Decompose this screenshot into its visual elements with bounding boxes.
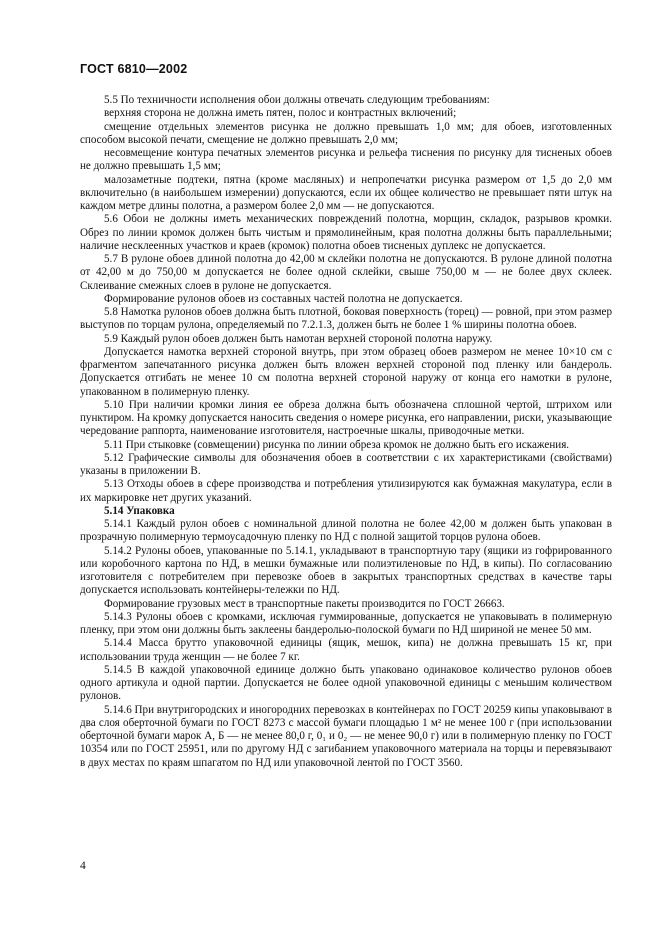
- paragraph: 5.14.5 В каждой упаковочной единице должно быть упаковано одинаковое количество рулонов обоев одного артикула и одной партии. Допускается не более одной упаковочной единицы с меньшим количеством рулонов.: [80, 663, 612, 703]
- paragraph: 5.7 В рулоне обоев длиной полотна до 42,00 м склейки полотна не допускаются. В рулоне длиной полотна от 42,00 м до 750,00 м допускается не более одной склейки, свыше 750,00 м — не более двух склеек. Склеивание смежных слоев в рулоне не допускается.: [80, 253, 612, 292]
- paragraph: несовмещение контура печатных элементов рисунка и рельефа тиснения по рисунку для тисненых обоев не должно превышать 1,5 мм;: [80, 147, 612, 173]
- paragraph: 5.5 По техничности исполнения обои должны отвечать следующим требованиям:: [104, 94, 490, 106]
- paragraph: 5.12 Графические символы для обозначения обоев в соответствии с их характеристиками (свойствами) указаны в приложении В.: [80, 451, 612, 477]
- paragraph: смещение отдельных элементов рисунка не должно превышать 1,0 мм; для обоев, изготовленных способом высокой печати, смещение не должно превышать 2,0 мм;: [80, 120, 612, 146]
- page-number: 4: [80, 860, 86, 872]
- paragraph: 5.13 Отходы обоев в сфере производства и потребления утилизируются как бумажная макулатура, если в их маркировке нет других указаний.: [80, 478, 612, 504]
- paragraph: Формирование рулонов обоев из составных частей полотна не допускается.: [104, 292, 463, 305]
- paragraph: Формирование грузовых мест в транспортные пакеты производится по ГОСТ 26663.: [104, 597, 505, 610]
- paragraph: 5.14.6 При внутригородских и иногородних перевозках в контейнерах по ГОСТ 20259 кипы упаковывают в два слоя оберточной бумаги по ГОСТ 8273 с массой бумаги площадью 1 м² не менее 100 г (при использовании оберточной бумаги марок А, Б — не менее 80,0 г, 0₁ и 0₂ — не менее 90,0 г) или в полимерную пленку по ГОСТ 10354 или по ГОСТ 25951, или по другому НД с загибанием упаковочного материала на торцы и перевязывают в двух местах по краям шпагатом по НД или упаковочной лентой по ГОСТ 3560.: [80, 703, 612, 769]
- paragraph: 5.9 Каждый рулон обоев должен быть намотан верхней стороной полотна наружу.: [104, 332, 493, 345]
- document-header: ГОСТ 6810—2002: [80, 62, 188, 76]
- paragraph: 5.11 При стыковке (совмещении) рисунка по линии обреза кромок не должно быть его искажения.: [104, 438, 570, 451]
- paragraph: 5.10 При наличии кромки линия ее обреза должна быть обозначена сплошной чертой, штрихом или пунктиром. На кромку допускается наносить сведения о номере рисунка, его направлении, риски, указывающие чередование раппорта, наименование изготовителя, настроечные шкалы, приводочные метки.: [80, 398, 612, 438]
- document-body: [80, 94, 612, 770]
- paragraph: 5.14.1 Каждый рулон обоев с номинальной длиной полотна не более 42,00 м должен быть упакован в прозрачную полимерную термоусадочную пленку по НД с полной защитой торцов рулона обоев.: [80, 518, 612, 544]
- paragraph: малозаметные подтеки, пятна (кроме масляных) и непропечатки рисунка размером от 1,5 до 2,0 мм включительно (в наибольшем измерении) допускаются, если их общее количество не превышает пяти штук на каждом метре длины полотна, а размером более 2,0 мм — не допускаются.: [80, 173, 612, 212]
- paragraph: 5.14.2 Рулоны обоев, упакованные по 5.14.1, укладывают в транспортную тару (ящики из гофрированного или коробочного картона по НД, в мешки бумажные или полиэтиленовые по НД, в кипы). По согласованию изготовителя с потребителем при перевозке обоев в закрытых транспортных средствах в качестве тары допускается использовать контейнеры-тележки по НД.: [80, 544, 612, 597]
- paragraph: 5.8 Намотка рулонов обоев должна быть плотной, боковая поверхность (торец) — ровной, при этом размер выступов по торцам рулона, определяемый по 7.2.1.3, должен быть не более 1 % ширины полотна обоев.: [80, 306, 612, 332]
- paragraph: 5.6 Обои не должны иметь механических повреждений полотна, морщин, складок, разрывов кромки. Обрез по линии кромок должен быть чистым и прямолинейным, края полотна должны быть параллельными; наличие несклеенных участков и краев (кромок) полотна обоев тисненых дуплекс не допускается.: [80, 213, 612, 252]
- section-heading: 5.14 Упаковка: [104, 504, 175, 517]
- paragraph: 5.14.4 Масса брутто упаковочной единицы (ящик, мешок, кипа) не должна превышать 15 кг, при использовании труда женщин — не более 7 кг.: [80, 637, 612, 663]
- paragraph: 5.14.3 Рулоны обоев с кромками, исключая гуммированные, допускается не упаковывать в полимерную пленку, при этом они должны быть заклеены бандеролью-полоской бумаги по НД шириной не менее 50 мм.: [80, 610, 612, 636]
- paragraph: Допускается намотка верхней стороной внутрь, при этом образец обоев размером не менее 10×10 см с фрагментом запечатанного рисунка должен быть вложен верхней стороной под пленку или бандероль. Допускается отгибать не менее 10 см полотна верхней стороной наружу от конца его намотки в рулоне, упакованном в полимерную пленку.: [80, 345, 612, 398]
- paragraph: верхняя сторона не должна иметь пятен, полос и контрастных включений;: [104, 107, 457, 120]
